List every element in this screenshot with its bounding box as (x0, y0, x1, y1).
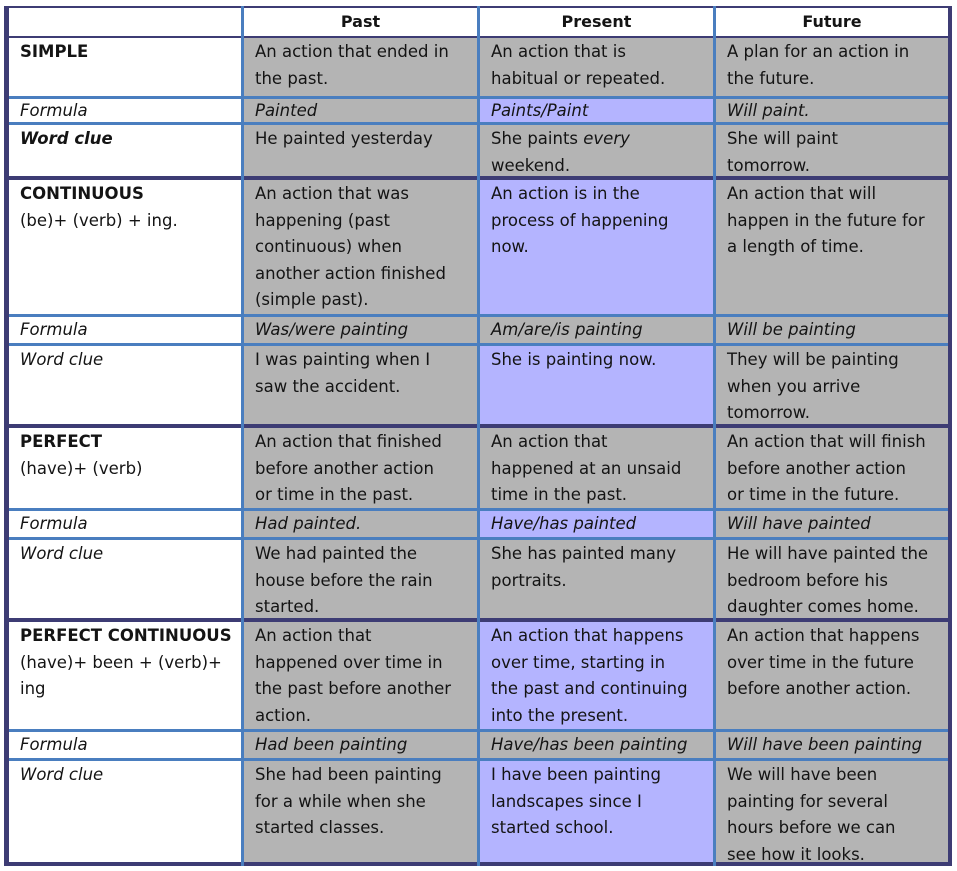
text-fragment: She paints (491, 129, 584, 148)
text-line: hours before we can (727, 818, 896, 837)
column-divider (713, 6, 716, 866)
text-line: She is painting now. (491, 350, 657, 369)
continuous-past-formula: Was/were painting (244, 317, 477, 343)
text-line: (simple past). (255, 290, 369, 309)
text-line: An action is in the (491, 184, 640, 203)
text-line: He will have painted the (727, 544, 929, 563)
row-divider (9, 758, 244, 761)
row-divider (9, 343, 244, 346)
row-divider (9, 122, 244, 125)
word-clue-label: Word clue (9, 761, 241, 862)
text-line: habitual or repeated. (491, 68, 666, 88)
text-line: tomorrow. (727, 155, 810, 175)
simple-future-example (716, 125, 948, 176)
perfect-continuous-future-formula: Will have been painting (716, 732, 948, 758)
simple-present-formula: Paints/Paint (480, 99, 713, 122)
text-line: time in the past. (491, 485, 628, 504)
text-line: portraits. (491, 570, 567, 590)
formula-label: Formula (9, 511, 241, 537)
simple-future-formula: Will paint. (716, 99, 948, 122)
perfect-past-definition (244, 428, 477, 508)
emphasis-text: every (583, 129, 630, 148)
perfect-present-formula: Have/has painted (480, 511, 713, 537)
tense-name: CONTINUOUS (20, 184, 144, 203)
simple-past-example (244, 125, 477, 176)
text-line: see how it looks. (727, 844, 865, 864)
row-divider (244, 96, 948, 99)
formula-label: Formula (9, 99, 241, 122)
perfect-present-example (480, 540, 713, 618)
text-line: the future. (727, 68, 815, 88)
text-line: She had been painting (255, 765, 442, 784)
text-line: or time in the future. (727, 485, 900, 504)
text-line: He painted yesterday (255, 129, 433, 148)
text-line: process of happening (491, 210, 669, 230)
text-line: An action that (491, 432, 608, 451)
perfect-continuous-present-formula: Have/has been painting (480, 732, 713, 758)
text-line (491, 126, 713, 153)
text-line: An action that finished (255, 432, 442, 451)
text-line: She has painted many (491, 544, 677, 563)
tense-structure: ing (20, 679, 46, 698)
word-clue-label: Word clue (9, 346, 241, 424)
tense-structure: (have)+ been + (verb)+ (20, 652, 222, 672)
text-line: the past. (255, 68, 329, 88)
text-line: They will be painting (727, 350, 899, 369)
continuous-present-example (480, 346, 713, 424)
text-line: happening (past (255, 210, 390, 230)
column-divider (241, 6, 244, 866)
continuous-future-example (716, 346, 948, 424)
perfect-continuous-future-example (716, 761, 948, 862)
perfect-future-example (716, 540, 948, 618)
simple-present-definition (480, 38, 713, 96)
row-divider (244, 343, 948, 346)
text-line: weekend. (491, 155, 571, 175)
text-line: An action that happens (727, 626, 920, 645)
tense-name: PERFECT CONTINUOUS (20, 626, 232, 645)
tense-label-continuous (9, 180, 241, 314)
text-line: daughter comes home. (727, 597, 919, 616)
perfect-continuous-future-definition (716, 622, 948, 729)
tense-name: PERFECT (20, 432, 102, 451)
text-line: into the present. (491, 705, 629, 725)
header-past: Past (244, 8, 477, 36)
text-line: We will have been (727, 765, 878, 784)
text-line: the past before another (255, 679, 452, 698)
header-future: Future (716, 8, 948, 36)
row-divider (244, 758, 948, 761)
simple-future-definition (716, 38, 948, 96)
row-divider (244, 508, 948, 511)
text-line: over time in the future (727, 652, 914, 672)
continuous-present-definition (480, 180, 713, 314)
formula-label: Formula (9, 732, 241, 758)
text-line: over time, starting in (491, 652, 666, 672)
perfect-continuous-past-formula: Had been painting (244, 732, 477, 758)
row-divider (244, 537, 948, 540)
perfect-continuous-past-example (244, 761, 477, 862)
row-divider (244, 729, 948, 732)
perfect-continuous-present-example (480, 761, 713, 862)
tense-label-perfect (9, 428, 241, 508)
text-line: An action that will finish (727, 432, 926, 451)
text-line: before another action. (727, 679, 912, 698)
text-line: A plan for an action in (727, 42, 910, 61)
text-line: for a while when she (255, 791, 426, 811)
text-line: a length of time. (727, 237, 864, 256)
text-line: An action that was (255, 184, 409, 203)
text-line: An action that is (491, 42, 626, 61)
text-line: started school. (491, 818, 614, 837)
text-line: started. (255, 597, 320, 616)
text-line: house before the rain (255, 570, 433, 590)
tense-label-perfect-continuous (9, 622, 241, 729)
text-line: An action that happens (491, 626, 684, 645)
text-line: happen in the future for (727, 210, 925, 230)
perfect-past-example (244, 540, 477, 618)
simple-past-definition (244, 38, 477, 96)
row-divider (9, 729, 244, 732)
formula-label: Formula (9, 317, 241, 343)
text-line: now. (491, 237, 529, 256)
text-line: She will paint (727, 129, 838, 148)
word-clue-label: Word clue (9, 540, 241, 618)
text-line: An action that will (727, 184, 877, 203)
text-line: before another action (255, 458, 434, 478)
header-present: Present (480, 8, 713, 36)
perfect-present-definition (480, 428, 713, 508)
perfect-future-definition (716, 428, 948, 508)
column-divider (477, 6, 480, 866)
tense-structure: (have)+ (verb) (20, 458, 143, 478)
text-line: painting for several (727, 791, 888, 811)
header-corner (9, 8, 241, 36)
tense-label-simple (9, 38, 241, 96)
tense-structure: (be)+ (verb) + ing. (20, 210, 178, 230)
row-divider (9, 96, 244, 99)
perfect-past-formula: Had painted. (244, 511, 477, 537)
row-divider (244, 122, 948, 125)
continuous-present-formula: Am/are/is painting (480, 317, 713, 343)
simple-past-formula: Painted (244, 99, 477, 122)
row-divider (9, 508, 244, 511)
perfect-future-formula: Will have painted (716, 511, 948, 537)
text-line: An action that (255, 626, 372, 645)
simple-present-example (480, 125, 713, 176)
text-line: started classes. (255, 818, 385, 837)
text-line: I was painting when I (255, 350, 431, 369)
verb-tense-table (4, 6, 952, 866)
word-clue-label: Word clue (9, 125, 241, 176)
text-line: An action that ended in (255, 42, 449, 61)
text-line: before another action (727, 458, 906, 478)
text-line: landscapes since I (491, 791, 642, 811)
continuous-future-formula: Will be painting (716, 317, 948, 343)
text-line: or time in the past. (255, 485, 414, 504)
text-line: when you arrive (727, 376, 861, 396)
text-line: continuous) when (255, 237, 402, 256)
text-line: another action finished (255, 263, 446, 283)
row-divider (244, 314, 948, 317)
text-line: the past and continuing (491, 679, 688, 698)
perfect-continuous-present-definition (480, 622, 713, 729)
text-line: saw the accident. (255, 376, 401, 396)
continuous-past-example (244, 346, 477, 424)
text-line: action. (255, 705, 312, 725)
row-divider (9, 537, 244, 540)
continuous-future-definition (716, 180, 948, 314)
row-divider (9, 314, 244, 317)
perfect-continuous-past-definition (244, 622, 477, 729)
text-line: bedroom before his (727, 570, 889, 590)
text-line: happened at an unsaid (491, 458, 682, 478)
text-line: I have been painting (491, 765, 661, 784)
text-line: happened over time in (255, 652, 443, 672)
text-line: tomorrow. (727, 403, 810, 422)
text-line: We had painted the (255, 544, 418, 563)
tense-name: SIMPLE (20, 42, 89, 61)
continuous-past-definition (244, 180, 477, 314)
